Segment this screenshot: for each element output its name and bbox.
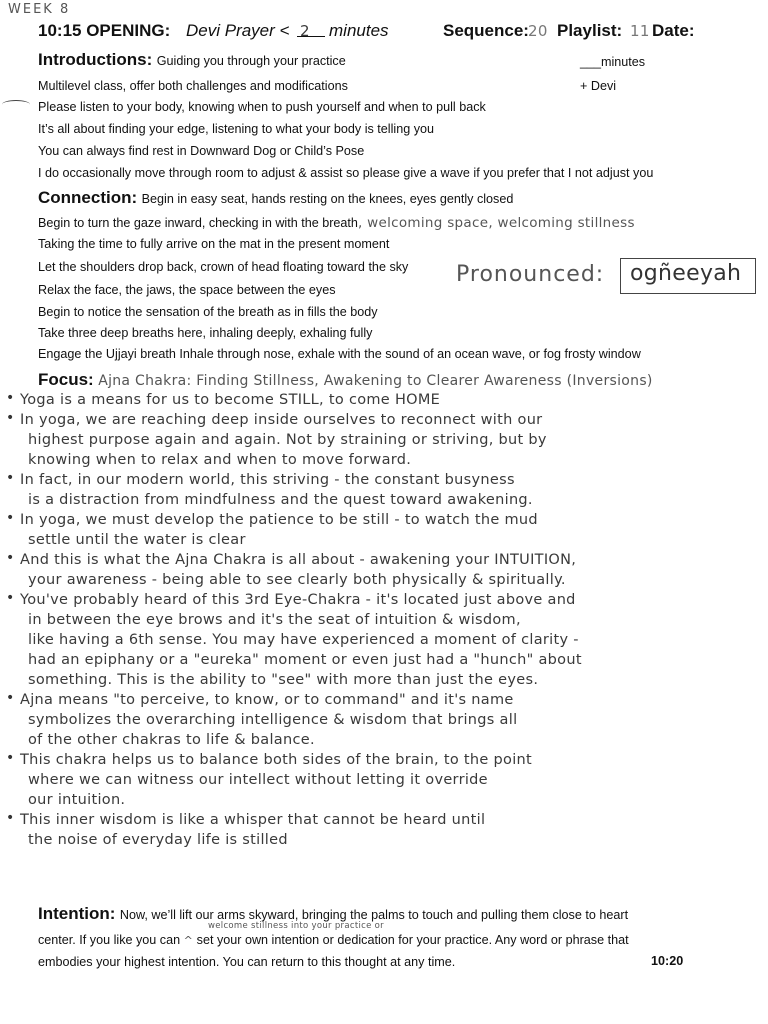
focus-item-line: In yoga, we must develop the patience to be still - to watch the mud	[20, 512, 538, 528]
hand-stroke	[2, 100, 30, 109]
devi-prayer: Devi Prayer <	[186, 21, 290, 40]
devi-minutes-blank	[297, 36, 325, 37]
focus-item-line: settle until the water is clear	[28, 532, 246, 548]
focus-item	[6, 510, 758, 550]
bullet-icon: •	[6, 390, 15, 406]
focus-item-line: Yoga is a means for us to become STILL, to come HOME	[20, 392, 441, 408]
focus-item-line: You've probably heard of this 3rd Eye-Chakra - it's located just above and	[20, 592, 576, 608]
connection-subtitle: Begin in easy seat, hands resting on the knees, eyes gently closed	[141, 192, 514, 206]
focus-item-line: knowing when to relax and when to move forward.	[28, 452, 412, 468]
focus-item-line: had an epiphany or a "eureka" moment or even just had a "hunch" about	[28, 652, 582, 668]
connection-line: Engage the Ujjayi breath Inhale through nose, exhale with the sound of an ocean wave, or fog frosty window	[38, 347, 641, 361]
pronounced-label: Pronounced:	[456, 262, 605, 287]
intro-line: You can always find rest in Downward Dog or Child’s Pose	[38, 144, 365, 158]
introductions-minutes: ___minutes	[580, 55, 646, 69]
bullet-icon: •	[6, 550, 15, 566]
intention-line-end: set your own intention or dedication for your practice. Any word or phrase that	[196, 933, 629, 947]
focus-item-line: highest purpose again and again. Not by straining or striving, but by	[28, 432, 547, 448]
focus-item	[6, 690, 758, 750]
bullet-icon: •	[6, 750, 15, 766]
introductions-devi: + Devi	[580, 79, 617, 93]
bullet-icon: •	[6, 590, 15, 606]
intention-line-start: center. If you like you can	[38, 933, 181, 947]
focus-item	[6, 550, 758, 590]
introductions-title: Introductions:	[38, 50, 153, 69]
intention-line: Now, we’ll lift our arms skyward, bringing the palms to touch and pulling them close to heart	[119, 908, 629, 922]
connection-line-text: Begin to turn the gaze inward, checking in with the breath	[38, 216, 358, 230]
bullet-icon: •	[6, 690, 15, 706]
focus-item	[6, 750, 758, 810]
focus-item	[6, 810, 758, 850]
intention-time: 10:20	[651, 954, 684, 968]
connection-line: Take three deep breaths here, inhaling deeply, exhaling fully	[38, 326, 373, 340]
devi-minutes-value: 2	[300, 22, 310, 40]
focus-item-line: This inner wisdom is like a whisper that cannot be heard until	[20, 812, 486, 828]
connection-line: Begin to notice the sensation of the breath as in fills the body	[38, 305, 378, 319]
week-label: WEEK 8	[8, 2, 71, 17]
devi-minutes-label: minutes	[329, 21, 389, 40]
connection-line: Relax the face, the jaws, the space between the eyes	[38, 283, 336, 297]
connection-line: Let the shoulders drop back, crown of head floating toward the sky	[38, 260, 409, 274]
bullet-icon: •	[6, 510, 15, 526]
focus-title: Focus:	[38, 370, 94, 389]
sequence-value: 20	[528, 22, 548, 40]
playlist-label: Playlist:	[557, 21, 623, 40]
focus-item-line: the noise of everyday life is stilled	[28, 832, 288, 848]
date-label: Date:	[652, 21, 695, 40]
focus-item-line: In fact, in our modern world, this striving - the constant busyness	[20, 472, 515, 488]
connection-line	[38, 214, 635, 232]
connection-line: Taking the time to fully arrive on the mat in the present moment	[38, 237, 390, 251]
intro-line: Multilevel class, offer both challenges and modifications	[38, 79, 348, 93]
focus-item	[6, 590, 758, 690]
focus-item-line: like having a 6th sense. You may have experienced a moment of clarity -	[28, 632, 579, 648]
focus-item-line: And this is what the Ajna Chakra is all about - awakening your INTUITION,	[20, 552, 577, 568]
focus-item	[6, 390, 758, 410]
connection-header	[38, 188, 513, 208]
intro-line: Please listen to your body, knowing when to push yourself and when to pull back	[38, 100, 486, 114]
pronunciation-word: ogñeeyah	[630, 261, 742, 286]
intention-line: embodies your highest intention. You can return to this thought at any time.	[38, 955, 456, 969]
bullet-icon: •	[6, 810, 15, 826]
focus-item	[6, 470, 758, 510]
focus-item-line: symbolizes the overarching intelligence & wisdom that brings all	[28, 712, 518, 728]
introductions-subtitle: Guiding you through your practice	[156, 54, 346, 68]
focus-item-line: your awareness - being able to see clearly both physically & spiritually.	[28, 572, 566, 588]
focus-item-line: is a distraction from mindfulness and the quest toward awakening.	[28, 492, 533, 508]
focus-item-line: our intuition.	[28, 792, 126, 808]
bullet-icon: •	[6, 470, 15, 486]
focus-item-line: in between the eye brows and it's the seat of intuition & wisdom,	[28, 612, 521, 628]
focus-item-line: of the other chakras to life & balance.	[28, 732, 315, 748]
focus-list	[6, 390, 758, 850]
focus-item	[6, 410, 758, 470]
focus-item-line: This chakra helps us to balance both sides of the brain, to the point	[20, 752, 533, 768]
connection-title: Connection:	[38, 188, 138, 207]
focus-item-line: something. This is the ability to "see" with more than just the eyes.	[28, 672, 539, 688]
insert-caret: ^	[183, 934, 194, 947]
focus-item-line: where we can witness our intellect without letting it override	[28, 772, 488, 788]
focus-header	[38, 370, 653, 390]
focus-item-line: Ajna means "to perceive, to know, or to command" and it's name	[20, 692, 514, 708]
bullet-icon: •	[6, 410, 15, 426]
intention-line	[38, 933, 629, 947]
focus-item-line: In yoga, we are reaching deep inside ourselves to reconnect with our	[20, 412, 543, 428]
focus-theme: Ajna Chakra: Finding Stillness, Awakening to Clearer Awareness (Inversions)	[98, 373, 653, 389]
intro-line: It’s all about finding your edge, listening to what your body is telling you	[38, 122, 435, 136]
intro-line: I do occasionally move through room to adjust & assist so please give a wave if you prefer that I not adjust you	[38, 166, 654, 180]
introductions-header	[38, 50, 346, 70]
opening-time: 10:15 OPENING:	[38, 21, 171, 40]
intention-handwritten-note: welcome stillness into your practice or	[208, 921, 384, 931]
playlist-value: 11	[630, 22, 650, 40]
intention-title: Intention:	[38, 904, 116, 923]
connection-handwritten-note: , welcoming space, welcoming stillness	[357, 215, 635, 231]
sequence-label: Sequence:	[443, 21, 529, 40]
